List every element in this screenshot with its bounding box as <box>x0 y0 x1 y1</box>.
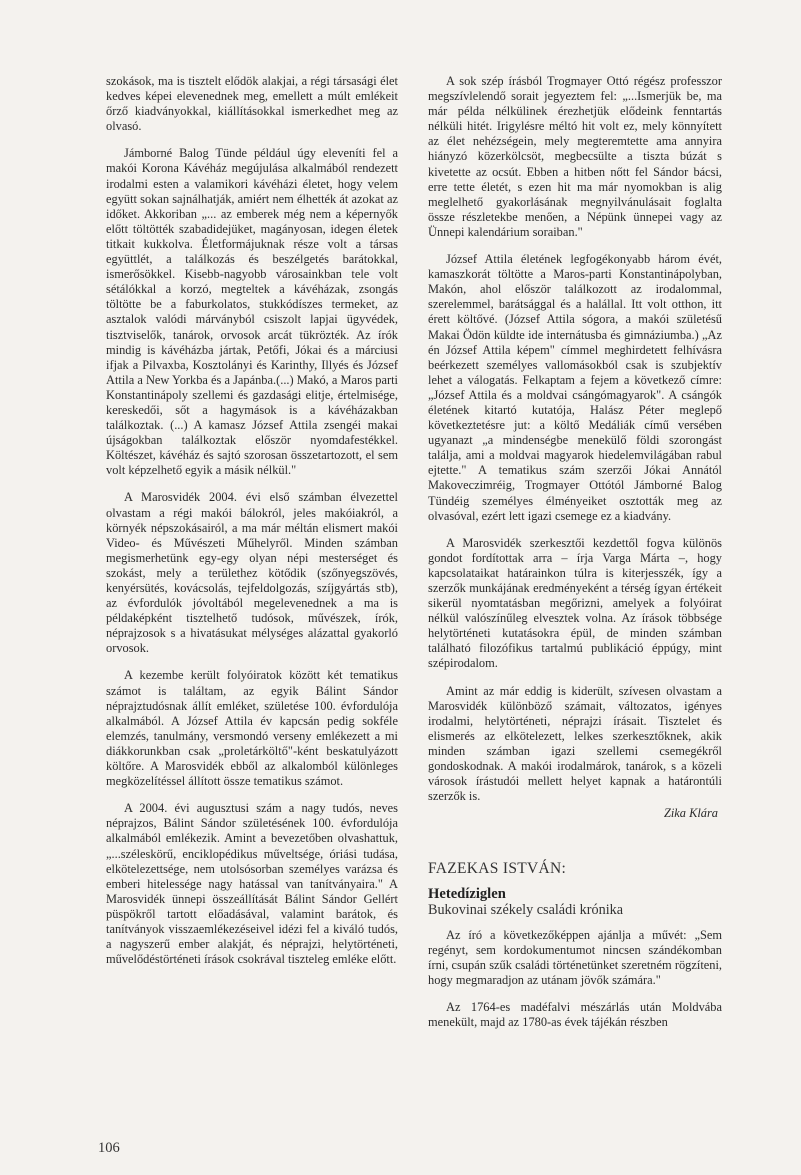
paragraph: A sok szép írásból Trogmayer Ottó régész professzor megszívlelendő sorait jegyeztem fel: „...Ismerjük be, ma már példa nélkülinek érezhetjük elődeink fenntartás nélküli hitét. Irigylésre méltó hit volt ez, mely könnyített az élet nehézségein, mely megteremtette ama annyira hiányzó közerkölcsöt, megbecsülte a tiszta búzát s kivetette az ocsút. Ebben a hitben nőtt fel Sándor bácsi, erre tette életét, s ezen hit ma már nyomokban is alig meglelhető gyakorlásának megnyilvánulásait foglalta össze részletekbe menően, a Népünk ünnepei vagy az Ünnepi kalendárium soraiban." <box>428 74 722 239</box>
paragraph: Amint az már eddig is kiderült, szívesen olvastam a Marosvidék különböző számait, változatos, igényes irodalmi, helytörténeti, néprajzi írásait. Tisztelet és elismerés az elkötelezett, lelkes szerkesztőknek, akik minden számban igazi szellemi csemegékről gondoskodnak. A makói irodalmárok, tanárok, s a közeli városok írástudói mellett helyet kapnak a határontúli szerzők is. <box>428 683 722 804</box>
article-author: FAZEKAS ISTVÁN: <box>428 860 567 878</box>
paragraph: Jámborné Balog Tünde például úgy eleveníti fel a makói Korona Kávéház megújulása alkalmából rendezett irodalmi esten a valamikori kávéházi életet, hogy velem együtt sokan sajnálhatják, amiért nem élhették át azokat az időket. Akkoriban „... az emberek még nem a képernyők előtt töltötték szabadidejüket, magányosan, idegen életek titkait kukkolva. Életformájuknak része volt a társas együttlét, a találkozás és beszélgetés barátokkal, ismerősökkel. Kisebb-nagyobb városainkban tele volt sétálókkal a korzó, megteltek a kávéházak, zsongás töltötte be a faburkolatos, stukkódíszes termeket, az asztalok valódi márványból csiszolt lapjai ügyvédek, tisztviselők, tanárok, orvosok arcát tükrözték. Az írók mindig is kávéházba jártak, Petőfi, Jókai és a márciusi ifjak a Pilvaxba, Kosztolányi és Karinthy, Illyés és József Attila a New Yorkba és a Japánba.(...) Makó, a Maros parti Konstantinápoly szellemi és gazdasági elitje, értelmisége, kereskedői, sőt a hagymások is a kávéházakban találkoztak. (...) A kamasz József Attila zsengéi makai újságokban találkoztak először nyomdafestékkel. Költészet, kávéház és sajtó szorosan összetartozott, el sem volt képzelhető egyik a másik nélkül." <box>106 146 398 478</box>
right-column <box>428 74 722 1042</box>
paragraph: József Attila életének legfogékonyabb három évét, kamaszkorát töltötte a Maros-parti Konstantinápolyban, Makón, ahol először találkozott az irodalommal, szerelemmel, barátsággal és a halállal. Itt volt otthon, itt érett költővé. (József Attila sógora, a makói születésű Makai Ödön küldte ide internátusba és gimnáziumba.) „Az én József Attila képem" címmel meghirdetett felhívásra beérkezett személyes vallomásokból csak is szubjektív lehet a válogatás. Felkaptam a fejem a következő címre: „József Attila és a moldvai csángómagyarok". A csángók életének kitartó kutatója, Halász Péter meglepő következtetésre jut: a költő Medáliák című versében ugyanazt „a mindenségbe menekülő földi szorongást találja, ami a moldvai magyarok hiedelemvilágában rabul ejtette." A tematikus szám szerzői Jókai Annától Makoveczimréig, Trogmayer Ottótól Jámborné Balog Tündéig személyes élményeiket osztották meg az olvasóval, ezért lett igazi csemege ez a kiadvány. <box>428 252 722 523</box>
page-number: 106 <box>98 1140 120 1156</box>
paragraph: A Marosvidék szerkesztői kezdettől fogva különös gondot fordítottak arra – írja Varga Márta –, hogy kapcsolataikat határainkon túlra is kiterjesszék, így a szerzők munkájának eredményeként a térség ígyan értékeit sikerül nyomtatásban megőrizni, amelyek a folyóirat nélkül valószínűleg elvesztek volna. Az írások többsége helytörténeti kutatásokra épül, de minden számban található filozófikus tartalmú publikáció éppúgy, mint szépirodalom. <box>428 535 722 671</box>
paragraph: A kezembe került folyóiratok között két tematikus számot is találtam, az egyik Bálint Sándor néprajztudósnak állít emléket, születése 100. évfordulója alkalmából. A József Attila év kapcsán pedig sokféle elemzés, tanulmány, versmondó verseny emlékezett a mi diákkorunkban csak „proletárköltő"-ként beskatulyázott költőre. A Marosvidék ebből az alkalomból különleges megközelítéssel állított össze tematikus számot. <box>106 668 398 789</box>
paragraph: Az író a következőképpen ajánlja a művét: „Sem regényt, sem kordokumentumot nincsen szándékomban írni, csupán szűk családi történetünket szeretném rögzíteni, hogy megmaradjon az utánam jövők számára." <box>428 927 722 987</box>
left-column <box>106 74 398 979</box>
article-title: Hetedíziglen <box>428 885 506 902</box>
review-signature: Zika Klára <box>663 806 718 821</box>
paragraph: A Marosvidék 2004. évi első számban élvezettel olvastam a régi makói bálokról, jeles makóiakról, a környék népszokásairól, a ma már méltán elismert makói Video- és Művészeti Műhelyről. Minden számban megismerhetünk egy-egy olyan népi mesterséget és szokást, mely a területhez kötődik (szőnyegszövés, kenyérsütés, kovácsolás, tejfeldolgozás, szíjgyártás stb), az évfordulók jóvoltából megelevenednek a ma is példaképként tisztelhető tudósok, művészek, írók, néprajzosok s a hivatásukat mélységes alázattal gyakorló orvosok. <box>106 490 398 656</box>
paragraph: szokások, ma is tisztelt elődök alakjai, a régi társasági élet kedves képei elevenednek meg, emellett a múlt emlékeit őrző kiadványokkal, kiállításokkal ismerkedhet meg az olvasó. <box>106 74 398 134</box>
paragraph: A 2004. évi augusztusi szám a nagy tudós, neves néprajzos, Bálint Sándor születésének 100. évfordulója alkalmából emlékezik. Amint a bevezetőben olvashattuk, „...széleskörű, enciklopédikus műveltsége, óriási tudása, elkötelezettsége, nem utolsósorban személyes varázsa és emberi hitelessége nagy hatással van tanítványaira." A Marosvidék ünnepi összeállítását Bálint Sándor Gellért püspökről tartott előadásával, valamint barátok, és tanítványok visszaemlékezéseivel idézi fel a kiváló tudós, a nagyszerű ember alakját, és néprajzi, helytörténeti, művelődéstörténeti írások csokrával tiszteleg emléke előtt. <box>106 801 398 967</box>
article-subtitle: Bukovinai székely családi krónika <box>428 901 624 918</box>
paragraph: Az 1764-es madéfalvi mészárlás után Moldvába menekült, majd az 1780-as évek tájékán részben <box>428 1000 722 1030</box>
